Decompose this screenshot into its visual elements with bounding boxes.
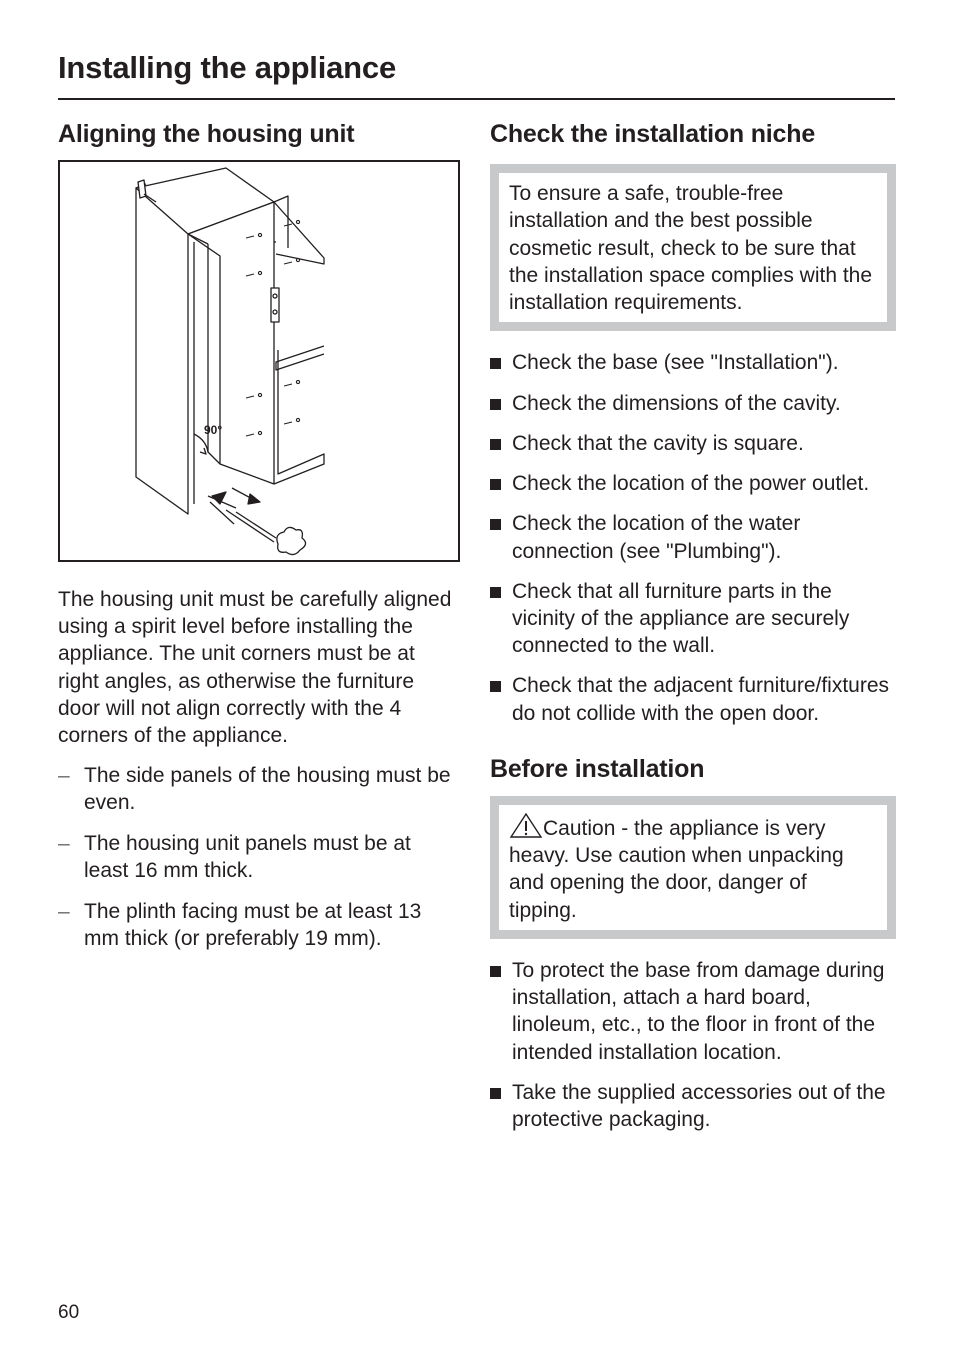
right-column [490, 120, 896, 1146]
list-item: Take the supplied accessories out of the protective packaging. [490, 1079, 896, 1133]
section-heading-aligning: Aligning the housing unit [58, 120, 355, 148]
niche-checklist [490, 349, 896, 726]
square-bullet-icon [490, 1088, 501, 1099]
list-item: Check the base (see "Installation"). [490, 349, 896, 376]
title-rule [58, 98, 895, 100]
square-bullet-icon [490, 358, 501, 369]
list-item: – The plinth facing must be at least 13 mm thick (or preferably 19 mm). [58, 900, 422, 951]
list-item: Check the dimensions of the cavity. [490, 390, 896, 417]
list-item: Check that all furniture parts in the vicinity of the appliance are securely connected to the wall. [490, 578, 896, 660]
caution-text: Caution - the appliance is very heavy. Use caution when unpacking and opening the door, danger of tipping. [509, 816, 844, 922]
before-installation-list [490, 957, 896, 1133]
angle-label: 90° [204, 423, 223, 437]
square-bullet-icon [490, 681, 501, 692]
notice-box: To ensure a safe, trouble-free installation and the best possible cosmetic result, check to be sure that the installation space complies with the installation requirements. [490, 164, 896, 331]
housing-requirements-list [58, 762, 458, 952]
section-heading-check-niche: Check the installation niche [490, 120, 816, 148]
square-bullet-icon [490, 439, 501, 450]
housing-paragraph: The housing unit must be carefully aligned using a spirit level before installing the appliance. The unit corners must be at right angles, as otherwise the furniture door will not align correctly with the 4 corners of the appliance. [58, 588, 452, 748]
square-bullet-icon [490, 399, 501, 410]
side-panel-shape [136, 188, 188, 514]
list-item: Check that the cavity is square. [490, 430, 896, 457]
list-item: Check the location of the power outlet. [490, 470, 896, 497]
list-item: Check the location of the water connection (see "Plumbing"). [490, 510, 896, 564]
list-item: – The housing unit panels must be at least 16 mm thick. [58, 832, 411, 883]
page-number: 60 [58, 1302, 80, 1323]
square-bullet-icon [490, 479, 501, 490]
list-item: Check that the adjacent furniture/fixtures do not collide with the open door. [490, 672, 896, 726]
list-item: – The side panels of the housing must be even. [58, 764, 451, 815]
dash-bullet-icon: – [58, 764, 70, 788]
dash-bullet-icon: – [58, 900, 70, 924]
housing-unit-illustration [58, 160, 460, 562]
list-item: To protect the base from damage during installation, attach a hard board, linoleum, etc., to the floor in front of the intended installation location. [490, 957, 896, 1066]
page-title: Installing the appliance [58, 50, 396, 85]
warning-triangle-icon [509, 812, 543, 838]
square-bullet-icon [490, 519, 501, 530]
caution-box [490, 796, 896, 939]
left-column [58, 120, 458, 966]
dash-bullet-icon: – [58, 832, 70, 856]
section-heading-before-installation: Before installation [490, 754, 705, 783]
square-bullet-icon [490, 587, 501, 598]
square-bullet-icon [490, 966, 501, 977]
